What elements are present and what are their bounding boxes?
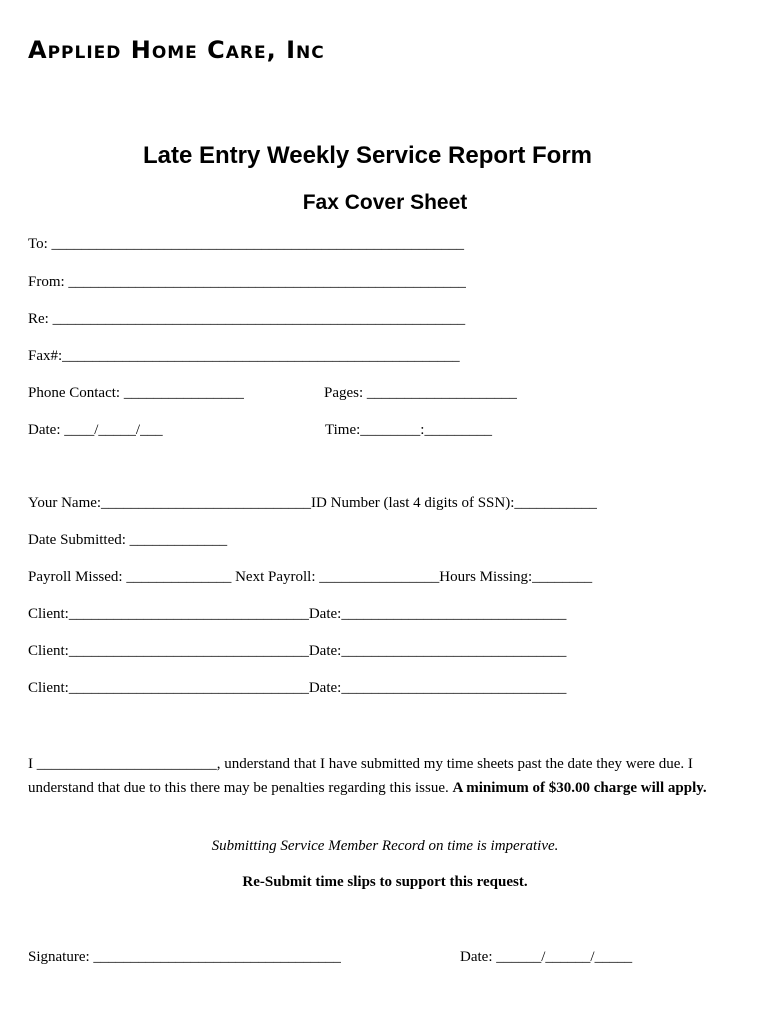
- client-row[interactable]: Client:________________________________Date:______________________________: [28, 606, 567, 622]
- time-field[interactable]: Time:________:_________: [325, 422, 492, 438]
- client-row[interactable]: Client:________________________________Date:______________________________: [28, 680, 567, 696]
- signature-date-field[interactable]: Date: ______/______/_____: [460, 949, 633, 965]
- client-row[interactable]: Client:________________________________Date:______________________________: [28, 643, 567, 659]
- form-title: Late Entry Weekly Service Report Form: [142, 142, 593, 169]
- name-id-field[interactable]: Your Name:____________________________ID Number (last 4 digits of SSN):___________: [28, 495, 597, 511]
- date-submitted-field[interactable]: Date Submitted: _____________: [28, 532, 228, 548]
- company-name: Applied Home Care, Inc: [28, 36, 325, 64]
- fax-number-field[interactable]: Fax#:_____________________________________________________: [28, 348, 460, 364]
- to-field[interactable]: To: _______________________________________________________: [28, 236, 465, 252]
- date-field[interactable]: Date: ____/_____/___: [28, 422, 163, 438]
- imperative-note: Submitting Service Member Record on time is imperative.: [211, 838, 559, 854]
- pages-field[interactable]: Pages: ____________________: [324, 385, 517, 401]
- acknowledgement-text: I ________________________, understand that I have submitted my time sheets past the date they were due. I understand that due to this there may be penalties regarding this issue.: [28, 756, 693, 796]
- phone-contact-field[interactable]: Phone Contact: ________________: [28, 385, 244, 401]
- form-subtitle: Fax Cover Sheet: [302, 191, 468, 214]
- signature-field[interactable]: Signature: _________________________________: [28, 949, 341, 965]
- re-field[interactable]: Re: _______________________________________________________: [28, 311, 466, 327]
- from-field[interactable]: From: _____________________________________________________: [28, 274, 466, 290]
- resubmit-note: Re-Submit time slips to support this request.: [242, 874, 528, 890]
- acknowledgement-paragraph: [28, 752, 743, 800]
- payroll-field[interactable]: Payroll Missed: ______________ Next Payroll: ________________Hours Missing:________: [28, 569, 593, 585]
- acknowledgement-charge: A minimum of $30.00 charge will apply.: [452, 780, 707, 796]
